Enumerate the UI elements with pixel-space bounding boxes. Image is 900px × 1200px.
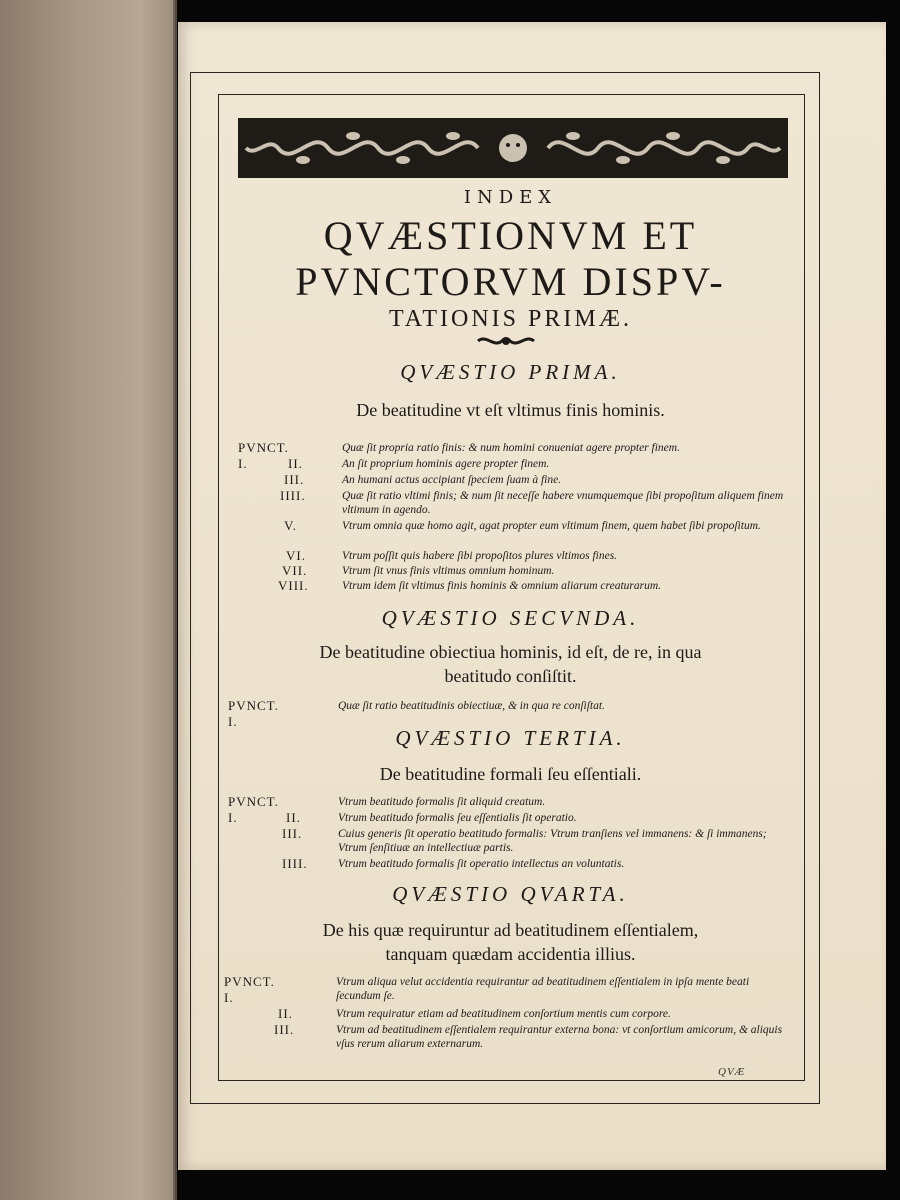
- question-2-subtitle-line-1: De beatitudine obiectiua hominis, id eſt, de re, in qua: [319, 642, 702, 662]
- punctum-number: PVNCT. I.: [238, 440, 289, 471]
- punctum-number: V.: [284, 518, 297, 533]
- question-4-subtitle-line-2: tanquam quædam accidentia illius.: [385, 944, 636, 964]
- punctum-text: An ſit proprium hominis agere propter finem.: [342, 458, 550, 470]
- question-2-subtitle-line-2: beatitudo conſiſtit.: [444, 666, 577, 686]
- punctum-text: Quæ ſit ratio vltimi finis; & num ſit neceſſe habere vnumquemque ſibi propoſitum aliquem finem vltimum in agendo.: [342, 490, 784, 516]
- punctum-text: An humani actus accipiant ſpeciem ſuam à fine.: [342, 474, 562, 486]
- question-4-title: QVÆSTIO QVARTA.: [392, 882, 629, 906]
- punctum-text: Cuius generis ſit operatio beatitudo formalis: Vtrum tranſiens vel immanens: & ſi immanens; Vtrum ſenſitiuæ an intellectiuæ partis.: [338, 828, 767, 854]
- question-1-title: QVÆSTIO PRIMA.: [400, 360, 621, 384]
- punctum-text: Vtrum beatitudo formalis ſit operatio intellectus an voluntatis.: [338, 858, 625, 870]
- left-page-edge: [0, 0, 177, 1200]
- punctum-number: II.: [288, 456, 303, 471]
- title-line-3: TATIONIS PRIMÆ.: [388, 306, 633, 332]
- punctum-text: Vtrum idem ſit vltimus finis hominis & omnium aliarum creaturarum.: [342, 580, 662, 592]
- decorative-headpiece-icon: [238, 118, 788, 178]
- punctum-text: Quæ ſit ratio beatitudinis obiectiuæ, & in qua re conſiſtat.: [338, 700, 605, 712]
- punctum-number: PVNCT. I.: [228, 794, 279, 825]
- punctum-number: IIII.: [280, 488, 306, 503]
- question-4-subtitle-line-1: De his quæ requiruntur ad beatitudinem eſſentialem,: [322, 920, 699, 940]
- index-label: INDEX: [463, 187, 558, 208]
- catchword: QVÆ: [718, 1066, 746, 1078]
- fleuron-icon: [476, 332, 536, 350]
- punctum-text: Vtrum aliqua velut accidentia requirantur ad beatitudinem eſſentialem in ipſa mente beati ſecundum ſe.: [336, 976, 750, 1002]
- punctum-number: PVNCT. I.: [224, 974, 275, 1005]
- punctum-number: II.: [278, 1006, 293, 1021]
- punctum-text: Vtrum ſit vnus finis vltimus omnium hominum.: [342, 565, 555, 577]
- question-3-title: QVÆSTIO TERTIA.: [395, 726, 626, 750]
- question-2-title: QVÆSTIO SECVNDA.: [381, 606, 640, 630]
- punctum-text: Vtrum ad beatitudinem eſſentialem requirantur externa bona: vt conſortium amicorum, & aliquis vſus rerum aliarum externarum.: [336, 1024, 783, 1050]
- title-line-1: QVÆSTIONVM ET: [323, 213, 698, 258]
- punctum-text: Vtrum omnia quæ homo agit, agat propter eum vltimum finem, quem habet ſibi propoſitum.: [342, 520, 761, 532]
- punctum-number: II.: [286, 810, 301, 825]
- punctum-number: PVNCT. I.: [228, 698, 279, 729]
- punctum-text: Vtrum poſſit quis habere ſibi propoſitos plures vltimos fines.: [342, 550, 618, 562]
- punctum-number: VI.: [286, 548, 306, 563]
- punctum-number: VII.: [282, 563, 308, 578]
- question-1-subtitle: De beatitudine vt eſt vltimus finis hominis.: [356, 400, 665, 420]
- punctum-text: Vtrum requiratur etiam ad beatitudinem conſortium mentis cum corpore.: [336, 1008, 671, 1020]
- question-3-subtitle: De beatitudine formali ſeu eſſentiali.: [379, 764, 642, 784]
- punctum-text: Vtrum beatitudo formalis ſeu eſſentialis ſit operatio.: [338, 812, 577, 824]
- punctum-text: Quæ ſit propria ratio finis: & num homini conueniat agere propter finem.: [342, 442, 680, 454]
- punctum-number: IIII.: [282, 856, 308, 871]
- punctum-number: III.: [282, 826, 303, 841]
- punctum-number: III.: [284, 472, 305, 487]
- punctum-number: III.: [274, 1022, 295, 1037]
- punctum-text: Vtrum beatitudo formalis ſit aliquid creatum.: [338, 796, 546, 808]
- title-line-2: PVNCTORVM DISPV-: [295, 259, 726, 304]
- book-page: [178, 22, 886, 1170]
- punctum-number: VIII.: [278, 578, 309, 593]
